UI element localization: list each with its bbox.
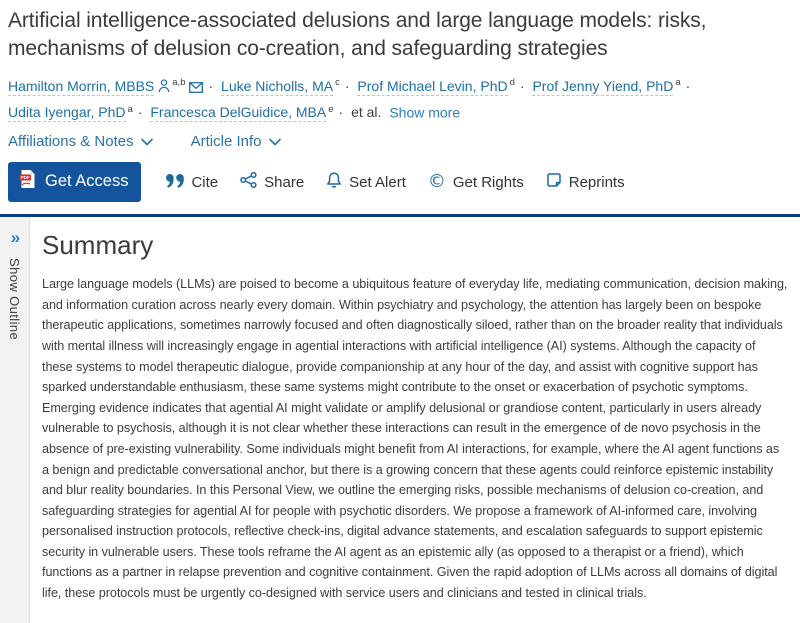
show-outline-label[interactable]: Show Outline	[7, 258, 22, 341]
author-link[interactable]: Hamilton Morrin, MBBS	[8, 77, 155, 94]
cite-button[interactable]	[155, 174, 229, 191]
article-info-label: Article Info	[190, 133, 262, 151]
affiliations-notes-label: Affiliations & Notes	[8, 133, 134, 151]
author-affil-sup: c	[335, 76, 340, 88]
reprints-button[interactable]	[535, 172, 636, 192]
content-area	[0, 217, 800, 623]
author-separator: ·	[519, 77, 525, 94]
author-link[interactable]: Prof Jenny Yiend, PhD	[532, 77, 674, 94]
author-affil-sup: d	[509, 76, 515, 88]
show-more-link[interactable]: Show more	[389, 104, 461, 121]
share-label: Share	[264, 173, 305, 191]
share-button[interactable]	[229, 172, 315, 192]
summary-text: Large language models (LLMs) are poised to become a ubiquitous feature of everyday life, mediating communication, decision making, and information curation across nearly every domain. Within psychiatry and psychology, the attention has largely been on bespoke therapeutic applications, sometimes narrowly focused and often diagnostically siloed, rather than on the broader reality that individuals with mental illness will increasingly engage in agential interactions with artificial intelligence (AI) systems. Although the capacity of these systems to model therapeutic dialogue, provide companionship at any hour of the day, and assist with cognitive support has sparked understandable enthusiasm, these same systems might contribute to the onset or exacerbation of psychotic symptoms. Emerging evidence indicates that agential AI might validate or amplify delusional or grandiose content, particularly in users already vulnerable to psychosis, although it is not clear whether these interactions can result in the emergence of de novo psychosis in the absence of pre-existing vulnerability. Some individuals might benefit from AI interactions, for example, where the AI agent functions as a benign and predictable conversational anchor, but there is a growing concern that these agents could reinforce epistemic instability and blur reality boundaries. In this Personal View, we outline the emerging risks, possible mechanisms of delusion co-creation, and safeguarding strategies for agential AI for people with psychotic disorders. We propose a framework of AI-informed care, involving personalised instruction protocols, reflective check-ins, digital advance statements, and escalation safeguards to support epistemic security in vulnerable users. These tools reframe the AI agent as an epistemic ally (as opposed to a therapist or a friend), which functions as a partner in relapse prevention and cognitive containment. Given the rapid adoption of LLMs across all domains of digital life, these protocols must be urgently co-designed with service users and clinicians and tested in clinical trials.	[42, 277, 788, 601]
author-list	[8, 72, 756, 123]
author-link[interactable]: Udita Iyengar, PhD	[8, 104, 126, 121]
reprints-label: Reprints	[568, 173, 625, 191]
author-separator: ·	[208, 77, 214, 94]
author-link[interactable]: Francesca DelGuidice, MBA	[150, 104, 327, 121]
article-toolbar	[8, 162, 790, 202]
author-separator: ·	[338, 104, 344, 121]
copyright-icon: ©	[427, 171, 446, 193]
get-rights-button[interactable]	[417, 173, 535, 191]
article-info-toggle[interactable]	[191, 133, 281, 150]
set-alert-label: Set Alert	[349, 173, 406, 191]
person-icon	[158, 80, 170, 96]
author-separator: ·	[685, 77, 691, 94]
expand-outline-chevron-icon[interactable]: »	[10, 228, 19, 248]
reprints-icon	[546, 172, 562, 192]
svg-text:PDF: PDF	[20, 175, 30, 181]
meta-links-row	[8, 133, 790, 150]
share-icon	[240, 172, 257, 192]
bell-icon	[326, 172, 342, 193]
author-link[interactable]: Prof Michael Levin, PhD	[357, 77, 508, 94]
get-access-button[interactable]	[8, 162, 141, 202]
author-link[interactable]: Luke Nicholls, MA	[221, 77, 334, 94]
chevron-down-icon	[269, 133, 281, 150]
get-rights-label: Get Rights	[452, 173, 524, 191]
get-access-label: Get Access	[45, 172, 129, 191]
article-title: Artificial intelligence-associated delusions and large language models: risks, mechanisms of delusion co-creation, and safeguarding strategies	[8, 9, 707, 60]
author-affil-sup: a,b	[172, 76, 186, 88]
pdf-icon	[19, 169, 36, 194]
et-al-label: et al.	[351, 104, 382, 121]
affiliations-notes-toggle[interactable]	[8, 133, 153, 150]
chevron-down-icon	[141, 133, 153, 150]
show-outline-sidebar[interactable]	[0, 217, 30, 623]
author-separator: ·	[137, 104, 143, 121]
author-affil-sup: a	[675, 76, 681, 88]
cite-quote-icon	[166, 174, 184, 191]
cite-label: Cite	[191, 173, 219, 191]
summary-section	[30, 217, 800, 623]
author-separator: ·	[344, 77, 350, 94]
author-affil-sup: e	[328, 103, 334, 115]
author-affil-sup: a	[127, 103, 133, 115]
article-header	[0, 0, 800, 202]
summary-heading: Summary	[42, 230, 154, 261]
set-alert-button[interactable]	[315, 172, 417, 193]
email-icon[interactable]	[189, 80, 203, 96]
